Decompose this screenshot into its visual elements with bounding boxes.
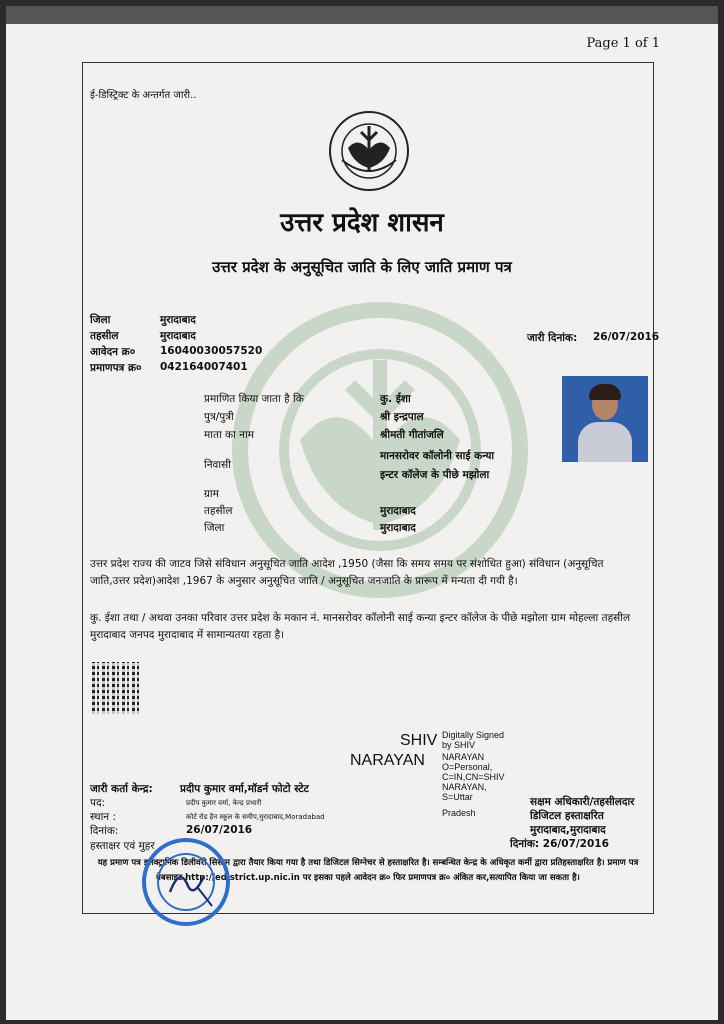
digital-signature-line: S=Uttar (442, 792, 473, 802)
certificate-subtitle: उत्तर प्रदेश के अनुसूचित जाति के लिए जाति प्रमाण पत्र (212, 258, 512, 276)
authority-line2: डिजिटल हस्ताक्षरित (530, 810, 604, 822)
caste-paragraph: उत्तर प्रदेश राज्य की जाटव जिसे संविधान अनुसूचित जाति आदेश ,1950 (जैसा कि समय समय पर संशोधित हुआ) संविधान (अनुसूचित जाति,उत्तर प्रदेश)आदेश ,1967 के अनुसार अनुसूचित जाति / अनुसूचित जनजाति के प्रारूप में मन्यता दी गयी है। (90, 558, 604, 587)
digital-signature-line: Pradesh (442, 808, 476, 818)
tehsil-label: तहसील (90, 330, 119, 342)
up-government-emblem-icon (328, 110, 410, 192)
issuing-center-label: जारी कर्ता केन्द्र: (90, 783, 153, 795)
tehsil-value: मुरादाबाद (160, 330, 196, 342)
certificate-label: प्रमाणपत्र क्र० (90, 362, 142, 374)
post-label: पद: (90, 797, 106, 809)
issuer-date: 26/07/2016 (186, 824, 253, 836)
place-value: कोर्ट रोड हैन स्कूल के समीप,मुरादाबाद,Moradabad (186, 813, 325, 821)
issue-date-label: जारी दिनांक: (527, 332, 578, 344)
district-label: जिला (90, 314, 111, 326)
residence-label: निवासी (204, 459, 231, 471)
signer-name-line1: SHIV (400, 732, 438, 749)
residence-paragraph: कु. ईशा तथा / अथवा उनका परिवार उत्तर प्रदेश के मकान नं. मानसरोवर कॉलोनी साई कन्या इन्टर कॉलेज के पीछे मझोला ग्राम मोहल्ला तहसील मुरादाबाद जनपद मुरादाबाद में सामान्यतया रहता है। (90, 612, 631, 641)
district-detail-label: जिला (204, 522, 225, 534)
mother-label: माता का नाम (204, 429, 254, 441)
village-label: ग्राम (204, 488, 219, 500)
page-number: Page 1 of 1 (586, 36, 660, 51)
application-label: आवेदन क्र० (90, 346, 136, 358)
authority-line1: सक्षम अधिकारी/तहसीलदार (530, 796, 635, 808)
digital-signature-line: C=IN,CN=SHIV (442, 772, 505, 782)
verification-note: यह प्रमाण पत्र इलेक्ट्रानिक डिलीवरी सिस्टम द्वारा तैयार किया गया है तथा डिजिटल सिग्नेचर से हस्ताक्षरित है। सम्बन्धित केन्द्र के अधिकृत कर्मी द्वारा प्रतिहस्ताक्षरित है। प्रमाण पत्र वेबसाइट http://edistrict.up.nic.in पर इसका पहले आवेदन क्र० फिर प्रमाणपत्र क्र० अंकित कर,सत्यापित किया जा सकता है। (97, 858, 639, 883)
digital-signature-line: NARAYAN, (442, 782, 487, 792)
issuing-center-value: प्रदीप कुमार वर्मा,मॉडर्न फोटो स्टेट (180, 783, 309, 795)
scan-top-edge (6, 6, 718, 24)
district-detail-value: मुरादाबाद (380, 522, 416, 534)
digital-signature-line: Digitally Signed (442, 730, 505, 740)
digital-signature-line: O=Personal, (442, 762, 493, 772)
address-line1: मानसरोवर कॉलोनी साई कन्या (380, 450, 495, 462)
issuer-date-label: दिनांक: (90, 825, 119, 837)
tehsil-detail-value: मुरादाबाद (380, 505, 416, 517)
issue-date: 26/07/2016 (593, 331, 660, 343)
authority-line3: मुरादाबाद,मुरादाबाद (530, 824, 606, 836)
tehsil-detail-label: तहसील (204, 505, 233, 517)
authority-date: दिनांक: 26/07/2016 (510, 838, 609, 850)
qr-code (92, 662, 140, 714)
parent-name: श्री इन्द्रपाल (380, 411, 424, 423)
certificate-number: 042164007401 (160, 361, 248, 373)
place-label: स्थान : (90, 811, 117, 823)
mother-name: श्रीमती गीतांजलि (380, 429, 444, 441)
post-value: प्रदीप कुमार वर्मा, केन्द्र प्रभारी (186, 799, 262, 807)
applicant-name: कु. ईशा (380, 393, 411, 405)
sign-label: हस्ताक्षर एवं मुहर (90, 840, 155, 852)
district-value: मुरादाबाद (160, 314, 196, 326)
header-note: ई-डिस्ट्रिक्ट के अन्तर्गत जारी.. (90, 90, 197, 101)
page-title: उत्तर प्रदेश शासन (280, 208, 444, 238)
signer-name-line2: NARAYAN (350, 752, 425, 769)
digital-signature-line: NARAYAN (442, 752, 485, 762)
center-stamp-icon (140, 836, 232, 928)
certify-label: प्रमाणित किया जाता है कि (204, 393, 304, 405)
digital-signature-line: by SHIV (442, 740, 476, 750)
applicant-photo (562, 376, 648, 462)
parent-label: पुत्र/पुत्री (204, 411, 234, 423)
address-line2: इन्टर कॉलेज के पीछे मझोला (380, 469, 490, 481)
application-number: 16040030057520 (160, 345, 263, 357)
